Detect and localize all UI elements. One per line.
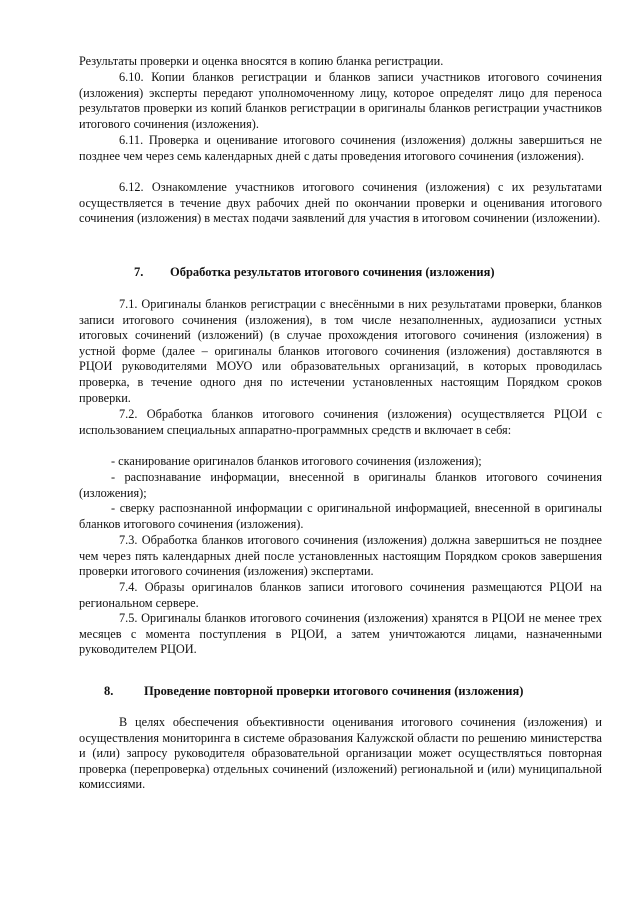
list-item-recognition: - распознавание информации, внесенной в оригиналы бланков итогового сочинения (изложения);: [79, 470, 602, 500]
section-7-number: 7.: [134, 265, 144, 279]
section-8-title: Проведение повторной проверки итогового сочинения (изложения): [144, 684, 524, 698]
section-7-title: Обработка результатов итогового сочинения (изложения): [170, 265, 495, 279]
paragraph-registration-results: Результаты проверки и оценка вносятся в копию бланка регистрации.: [79, 54, 444, 68]
paragraph-7-5: 7.5. Оригиналы бланков итогового сочинения (изложения) хранятся в РЦОИ не менее трех месяцев с момента поступления в РЦОИ, а затем уничтожаются лицами, назначенными руководителем РЦОИ.: [79, 611, 602, 657]
list-item-verification: - сверку распознанной информации с оригинальной информацией, внесенной в оригиналы бланков итогового сочинения (изложения).: [79, 501, 602, 531]
section-8-heading: [79, 683, 602, 699]
paragraph-7-1: 7.1. Оригиналы бланков регистрации с внесёнными в них результатами проверки, бланков записи итогового сочинения (изложения), в том числе незаполненных, аудиозаписи устных итоговых сочинений (изложений) (в случае прохождения итогового сочинения (изложения) в устной форме (далее – оригиналы бланков итогового сочинения (изложения) доставляются в РЦОИ руководителями МОУО или образовательных организаций, в которых проводилась проверка, в течение одного дня по истечении установленных настоящим Порядком сроков проверки.: [79, 297, 602, 405]
list-item-scanning: - сканирование оригиналов бланков итогового сочинения (изложения);: [111, 454, 482, 468]
paragraph-8-rechecking: В целях обеспечения объективности оценивания итогового сочинения (изложения) и осуществления мониторинга в системе образования Калужской области по решению министерства и (или) запросу руководителя образовательной организации может осуществляться повторная проверка (перепроверка) отдельных сочинений (изложений) региональной и (или) муниципальной комиссиями.: [79, 715, 602, 792]
paragraph-6-11: 6.11. Проверка и оценивание итогового сочинения (изложения) должны завершиться не позднее чем через семь календарных дней с даты проведения итогового сочинения (изложения).: [79, 133, 602, 163]
paragraph-7-4: 7.4. Образы оригиналов бланков записи итогового сочинения размещаются РЦОИ на региональном сервере.: [79, 580, 602, 610]
section-7-heading: [79, 264, 602, 280]
paragraph-6-12: 6.12. Ознакомление участников итогового сочинения (изложения) с их результатами осуществляется в течение двух рабочих дней по окончании проверки и оценивания итогового сочинения (изложения) в местах подачи заявлений для участия в итоговом сочинении (изложении).: [79, 180, 602, 226]
paragraph-7-3: 7.3. Обработка бланков итогового сочинения (изложения) должна завершиться не позднее чем через пять календарных дней после установленных настоящим Порядком сроков завершения проверки итогового сочинения (изложения) экспертами.: [79, 533, 602, 579]
paragraph-6-10: 6.10. Копии бланков регистрации и бланков записи участников итогового сочинения (изложения) эксперты передают уполномоченному лицу, которое определят лицо для переноса результатов проверки из копий бланков регистрации в оригиналы бланков регистрации участников итогового сочинения (изложения).: [79, 70, 602, 131]
section-8-number: 8.: [104, 684, 114, 698]
paragraph-7-2: 7.2. Обработка бланков итогового сочинения (изложения) осуществляется РЦОИ с использованием специальных аппаратно-программных средств и включает в себя:: [79, 407, 602, 437]
